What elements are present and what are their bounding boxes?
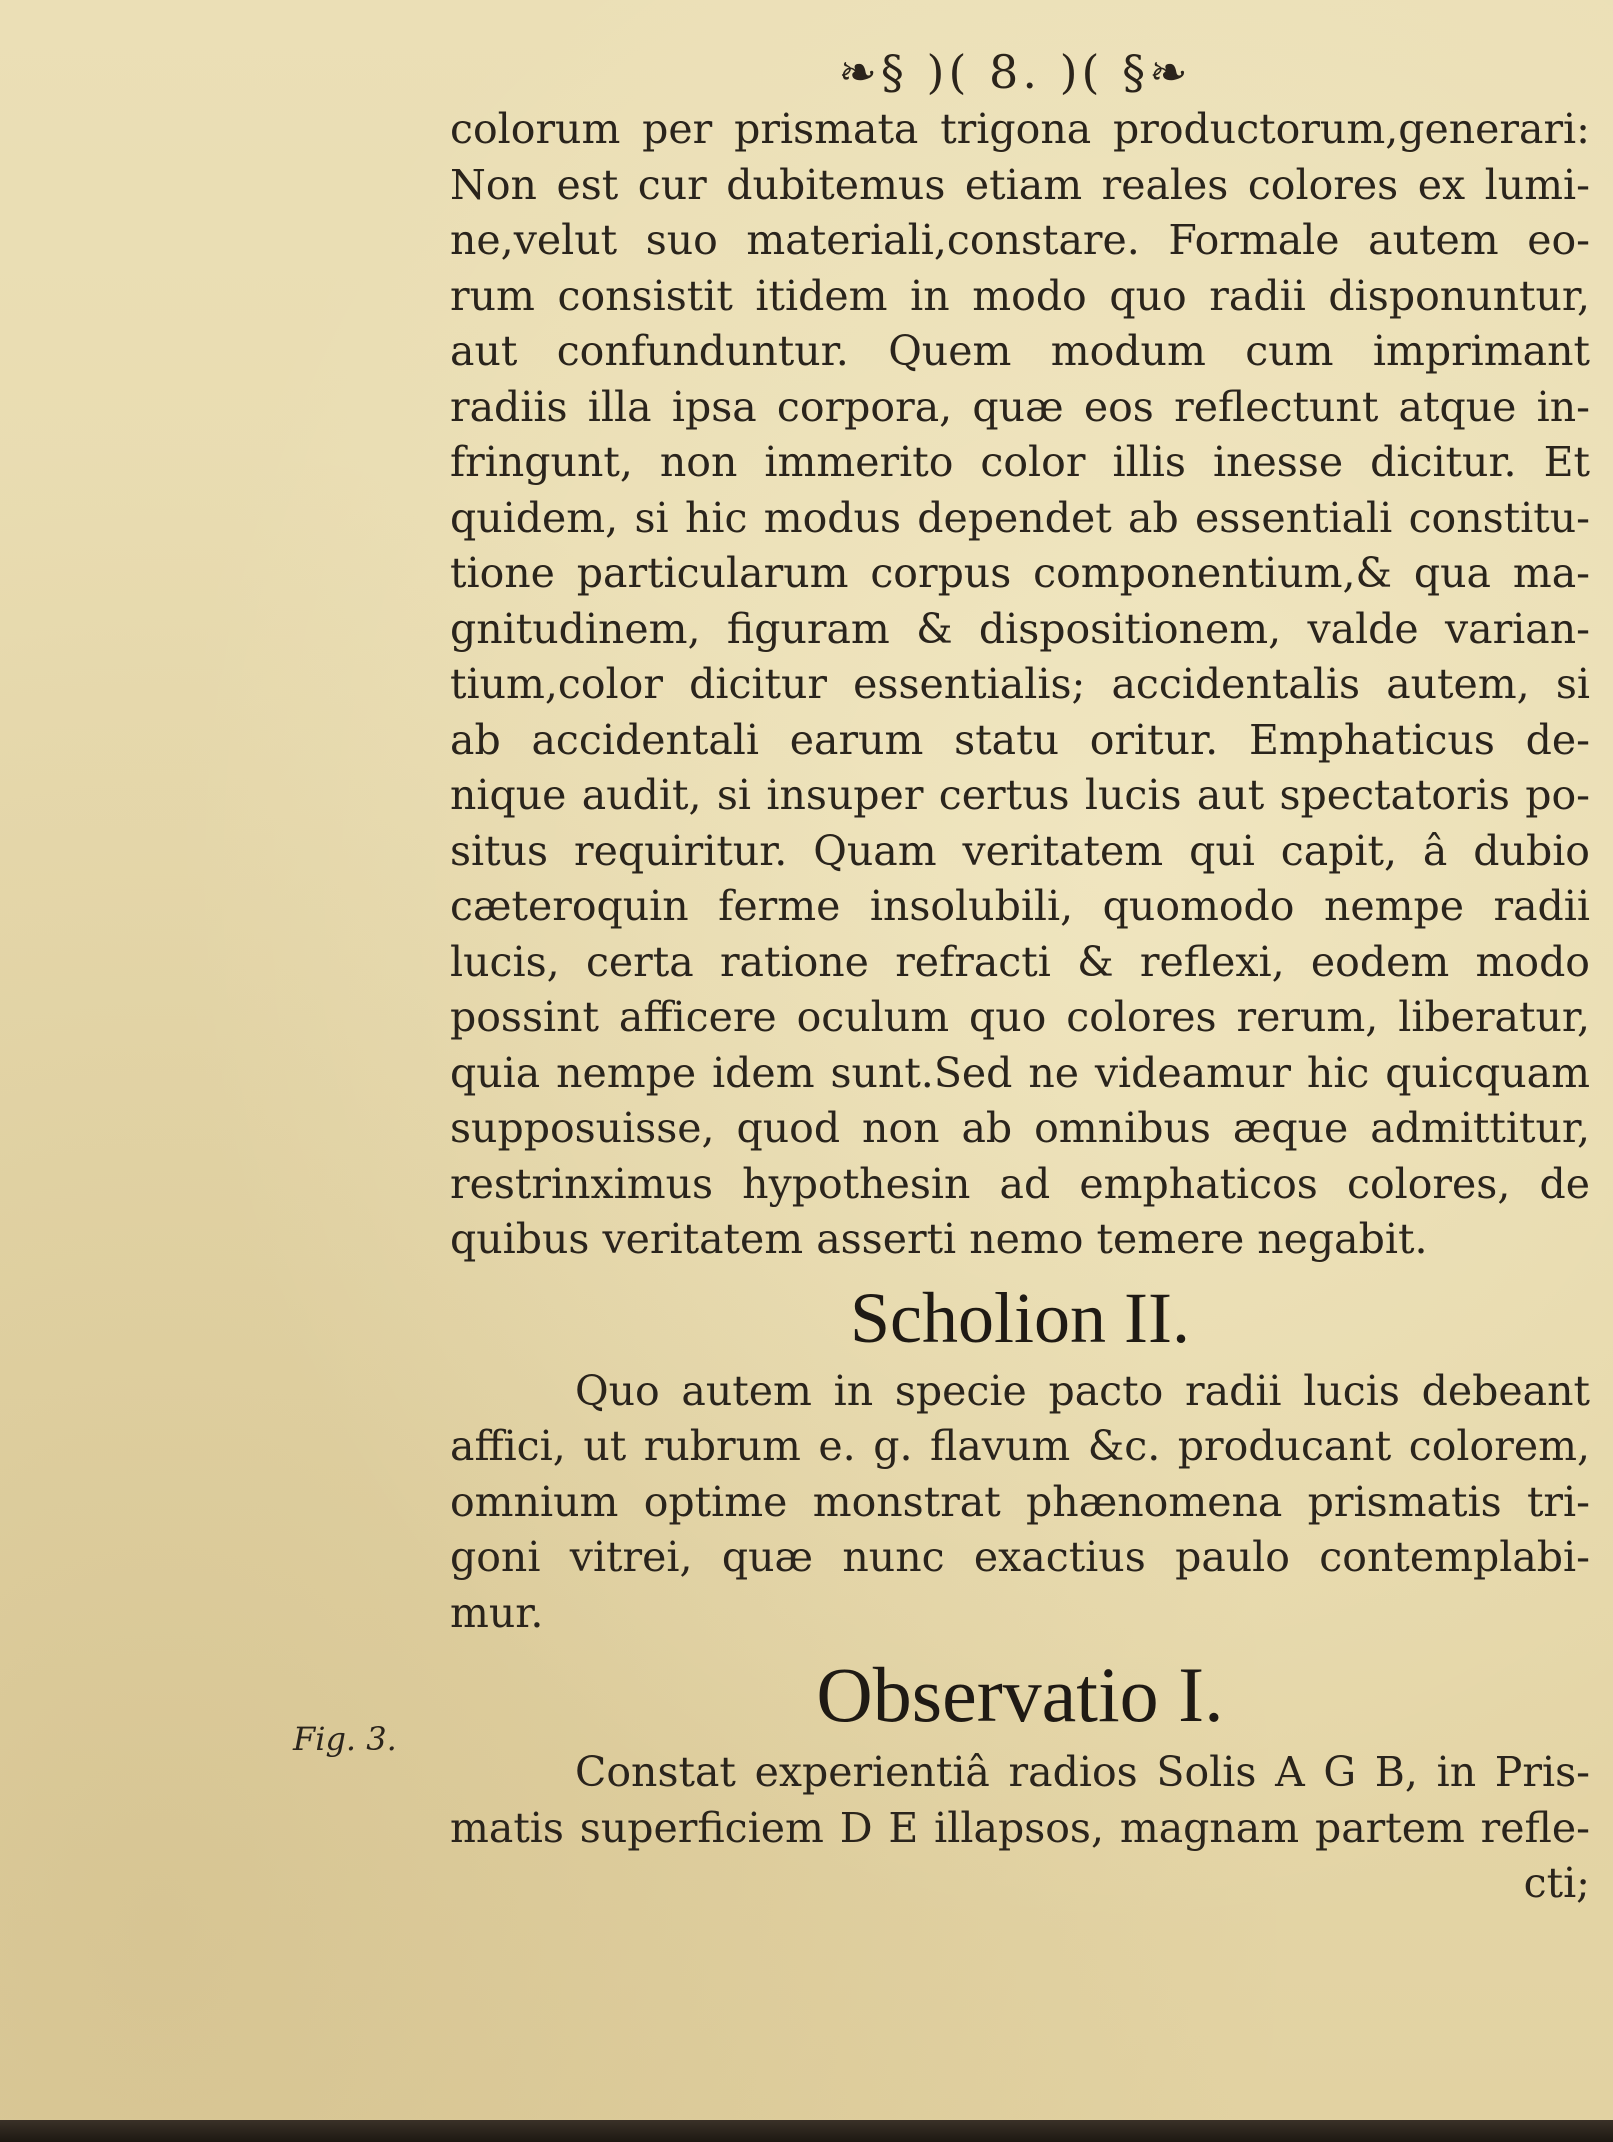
text-line: radiis illa ipsa corpora, quæ eos reflectunt atque in- <box>450 382 1590 431</box>
text-line: omnium optime monstrat phænomena prismatis tri- <box>450 1477 1590 1526</box>
text-line: restrinximus hypothesin ad emphaticos colores, de <box>450 1159 1590 1208</box>
scholion-heading: Scholion II. <box>850 1277 1190 1358</box>
text-line: Non est cur dubitemus etiam reales colores ex lumi- <box>450 160 1590 209</box>
text-line: rum consistit itidem in modo quo radii disponuntur, <box>450 271 1590 320</box>
text-line: mur. <box>450 1588 544 1637</box>
text-line: cæteroquin ferme insolubili, quomodo nempe radii <box>450 882 1590 930</box>
text-line: quidem, si hic modus dependet ab essentiali constitu- <box>450 493 1590 542</box>
page-number-ornament: ❧§ )( 8. )( §❧ <box>838 45 1192 99</box>
text-line: ab accidentali earum statu oritur. Emphaticus de- <box>450 715 1590 764</box>
text-line: supposuisse, quod non ab omnibus æque admittitur, <box>450 1104 1590 1152</box>
text-line: lucis, certa ratione refracti & reflexi, eodem modo <box>450 937 1590 986</box>
text-line: quia nempe idem sunt.Sed ne videamur hic quicquam <box>450 1048 1590 1097</box>
text-line: cti; <box>1523 1859 1590 1907</box>
text-line: affici, ut rubrum e. g. flavum &c. producant colorem, <box>450 1422 1590 1470</box>
text-line: goni vitrei, quæ nunc exactius paulo contemplabi- <box>450 1533 1590 1581</box>
text-line: Quo autem in specie pacto radii lucis debeant <box>575 1366 1590 1415</box>
text-line: quibus veritatem asserti nemo temere negabit. <box>450 1215 1428 1263</box>
figure-reference-margin-note: Fig. 3. <box>293 1720 397 1758</box>
text-line: situs requiritur. Quam veritatem qui capit, â dubio <box>450 826 1590 875</box>
page-body <box>450 102 1590 1912</box>
text-line: tione particularum corpus componentium,& qua ma- <box>450 549 1590 597</box>
text-line: ne,velut suo materiali,constare. Formale autem eo- <box>450 216 1590 264</box>
scholion-paragraph <box>450 1364 1590 1642</box>
text-line: gnitudinem, figuram & dispositionem, valde varian- <box>450 604 1590 653</box>
page-bottom-edge <box>0 2120 1613 2142</box>
text-line: colorum per prismata trigona productorum,generari: <box>450 105 1590 153</box>
observatio-heading: Observatio I. <box>816 1651 1224 1738</box>
text-line: matis superficiem D E illapsos, magnam partem refle- <box>450 1803 1590 1852</box>
paragraph-1 <box>450 102 1590 1268</box>
text-line: fringunt, non immerito color illis inesse dicitur. Et <box>450 438 1590 486</box>
text-line: tium,color dicitur essentialis; accidentalis autem, si <box>450 660 1590 708</box>
text-line: nique audit, si insuper certus lucis aut spectatoris po- <box>450 771 1590 819</box>
text-line: aut confunduntur. Quem modum cum imprimant <box>450 327 1590 375</box>
text-line: possint afficere oculum quo colores rerum, liberatur, <box>450 993 1590 1041</box>
observatio-paragraph <box>450 1745 1590 1912</box>
text-line: Constat experientiâ radios Solis A G B, in Pris- <box>575 1748 1590 1796</box>
